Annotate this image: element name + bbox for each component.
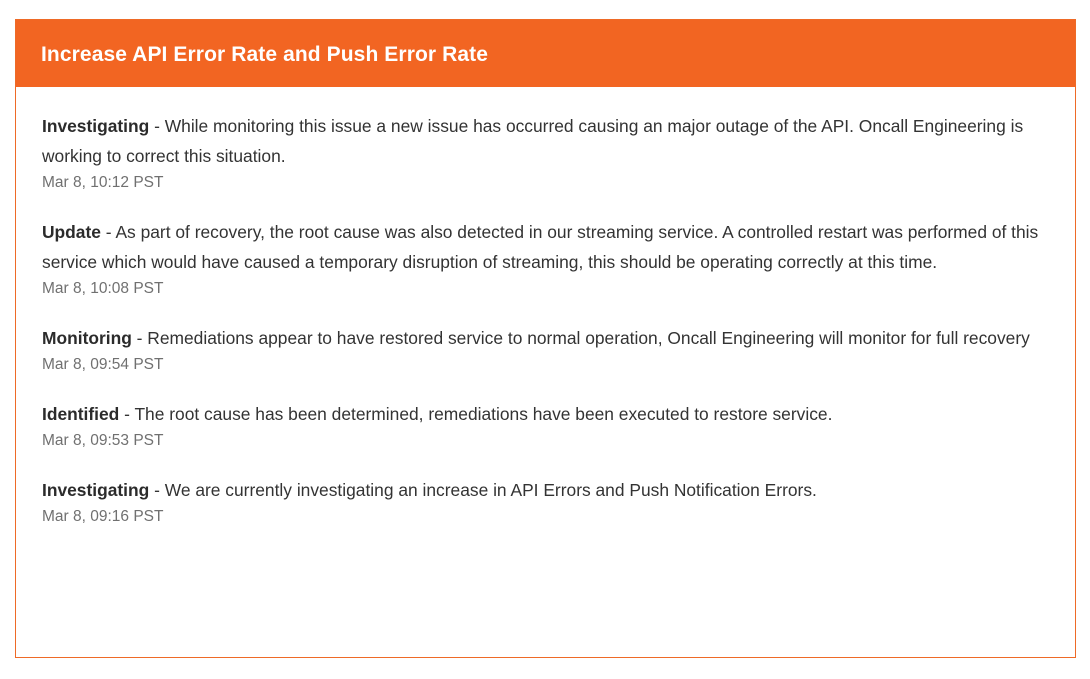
update-status: Monitoring — [42, 328, 132, 348]
update-status: Investigating — [42, 480, 150, 500]
update-timestamp: Mar 8, 09:54 PST — [42, 356, 164, 373]
update-separator: - — [131, 328, 148, 348]
update-timestamp: Mar 8, 09:16 PST — [42, 508, 164, 525]
update-timestamp: Mar 8, 10:12 PST — [42, 174, 164, 191]
update-message: Remediations appear to have restored service to normal operation, Oncall Engineering will monitor for full recovery — [147, 328, 1030, 348]
update-body — [42, 399, 1053, 429]
incident-title: Increase API Error Rate and Push Error Rate — [41, 42, 489, 66]
update-message: The root cause has been determined, remediations have been executed to restore service. — [134, 404, 833, 424]
update-separator: - — [149, 480, 165, 500]
incident-header — [16, 20, 1075, 87]
update-status: Identified — [42, 404, 120, 424]
update-separator: - — [100, 222, 116, 242]
incident-update — [42, 217, 1053, 299]
update-body — [42, 475, 1053, 505]
incident-update — [42, 399, 1053, 451]
update-body — [42, 111, 1053, 171]
update-message: While monitoring this issue a new issue has occurred causing an major outage of the API. Oncall Engineering is working to correct this situation. — [42, 116, 1024, 166]
update-timestamp: Mar 8, 09:53 PST — [42, 432, 164, 449]
update-body — [42, 217, 1053, 277]
update-body — [42, 323, 1053, 353]
update-separator: - — [119, 404, 135, 424]
update-status: Update — [42, 222, 101, 242]
incident-update — [42, 111, 1053, 193]
update-status: Investigating — [42, 116, 150, 136]
update-timestamp: Mar 8, 10:08 PST — [42, 280, 164, 297]
incident-update — [42, 323, 1053, 375]
update-message: As part of recovery, the root cause was also detected in our streaming service. A controlled restart was performed of this service which would have caused a temporary disruption of streaming, this should be operating correctly at this time. — [42, 222, 1039, 272]
update-message: We are currently investigating an increase in API Errors and Push Notification Errors. — [164, 480, 817, 500]
incident-panel — [15, 19, 1076, 658]
incident-update — [42, 475, 1053, 527]
incident-updates-list — [16, 87, 1075, 527]
update-separator: - — [149, 116, 165, 136]
